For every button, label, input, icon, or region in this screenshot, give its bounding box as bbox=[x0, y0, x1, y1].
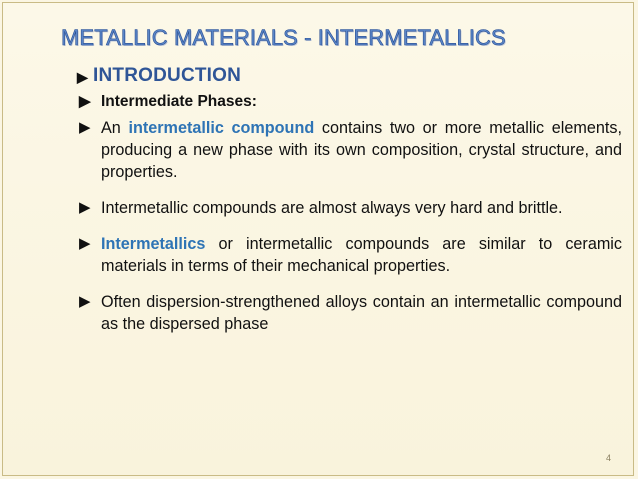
slide-number: 4 bbox=[605, 453, 611, 463]
bullet-intermediate-phases bbox=[77, 91, 622, 113]
bullet-introduction bbox=[77, 63, 622, 89]
bullet-icon: ▶ bbox=[79, 199, 91, 216]
bullet-text: Intermediate Phases: bbox=[101, 93, 257, 110]
bullet-icon: ▶ bbox=[79, 293, 91, 310]
bullet-text: INTRODUCTION bbox=[93, 65, 242, 86]
bullet-icon: ▶ bbox=[79, 119, 91, 136]
bullet-highlight: Intermetallics bbox=[101, 235, 206, 253]
bullet-text-suffix: or intermetallic compounds are similar to ceramic materials in terms of their mechanical properties. bbox=[101, 235, 622, 275]
slide bbox=[2, 2, 634, 476]
bullet-icon: ▶ bbox=[79, 235, 91, 252]
bullet-intermetallic-compound-definition bbox=[77, 117, 622, 183]
bullet-icon: ▶ bbox=[79, 93, 91, 110]
bullet-similar-to-ceramics bbox=[77, 233, 622, 277]
slide-title: METALLIC MATERIALS - INTERMETALLICS bbox=[61, 25, 506, 50]
bullet-text-suffix: contains two or more metallic elements, producing a new phase with its own composition, crystal structure, and properties. bbox=[101, 119, 622, 181]
bullet-icon: ▶ bbox=[77, 69, 88, 85]
bullet-text: Intermetallic compounds are almost always very hard and brittle. bbox=[101, 199, 563, 217]
bullet-text-prefix: An bbox=[101, 119, 129, 137]
bullet-highlight: intermetallic compound bbox=[128, 119, 315, 137]
bullet-hard-and-brittle bbox=[77, 197, 622, 219]
bullet-dispersion-strengthened bbox=[77, 291, 622, 335]
slide-body bbox=[77, 63, 622, 335]
bullet-text: Often dispersion-strengthened alloys contain an intermetallic compound as the dispersed phase bbox=[101, 293, 622, 333]
